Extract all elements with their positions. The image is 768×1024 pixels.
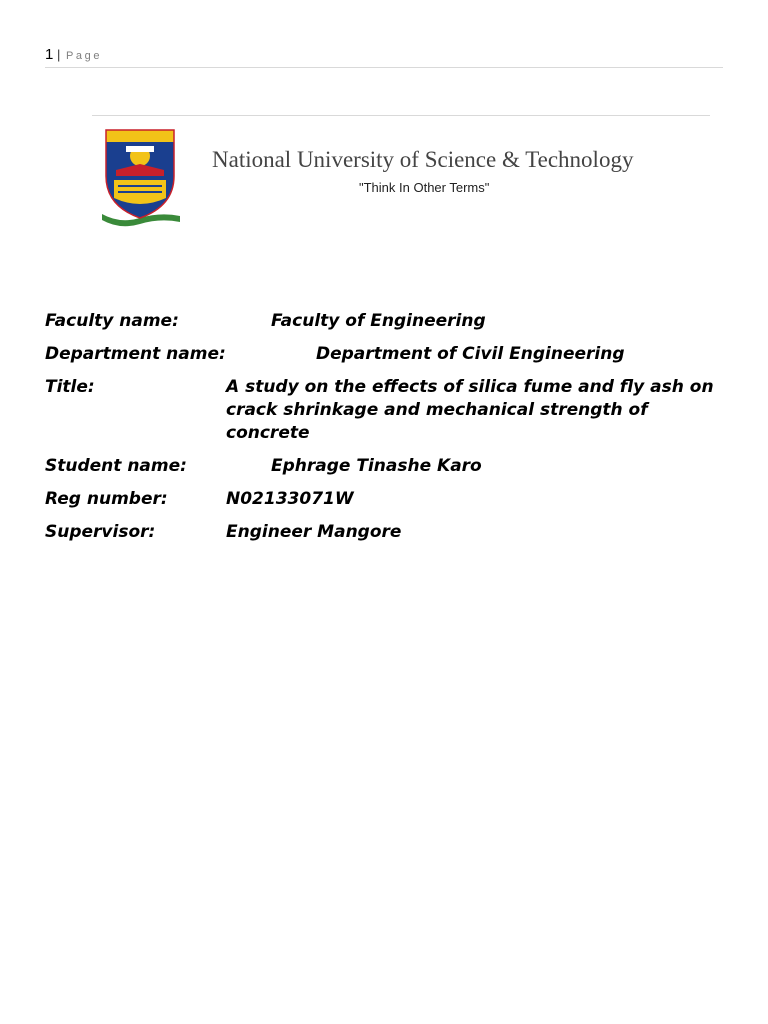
page-separator: | <box>57 47 61 62</box>
reg-label: Reg number: <box>45 489 168 509</box>
student-label: Student name: <box>45 456 187 476</box>
university-crest-logo <box>100 124 184 230</box>
reg-value: N02133071W <box>226 489 354 509</box>
university-motto: "Think In Other Terms" <box>359 180 490 195</box>
faculty-value: Faculty of Engineering <box>271 311 486 331</box>
page-header <box>45 46 723 68</box>
faculty-label: Faculty name: <box>45 311 179 331</box>
title-label: Title: <box>45 377 95 397</box>
department-value: Department of Civil Engineering <box>316 344 625 364</box>
university-name: National University of Science & Technology <box>212 147 634 172</box>
title-value: A study on the effects of silica fume and fly ash on crack shrinkage and mechanical strength of concrete <box>226 377 714 443</box>
banner-divider <box>92 115 710 116</box>
page-label: Page <box>66 50 103 62</box>
supervisor-label: Supervisor: <box>45 522 156 542</box>
department-label: Department name: <box>45 344 226 364</box>
student-value: Ephrage Tinashe Karo <box>271 456 482 476</box>
page-number: 1 <box>45 46 54 63</box>
supervisor-value: Engineer Mangore <box>226 522 402 542</box>
